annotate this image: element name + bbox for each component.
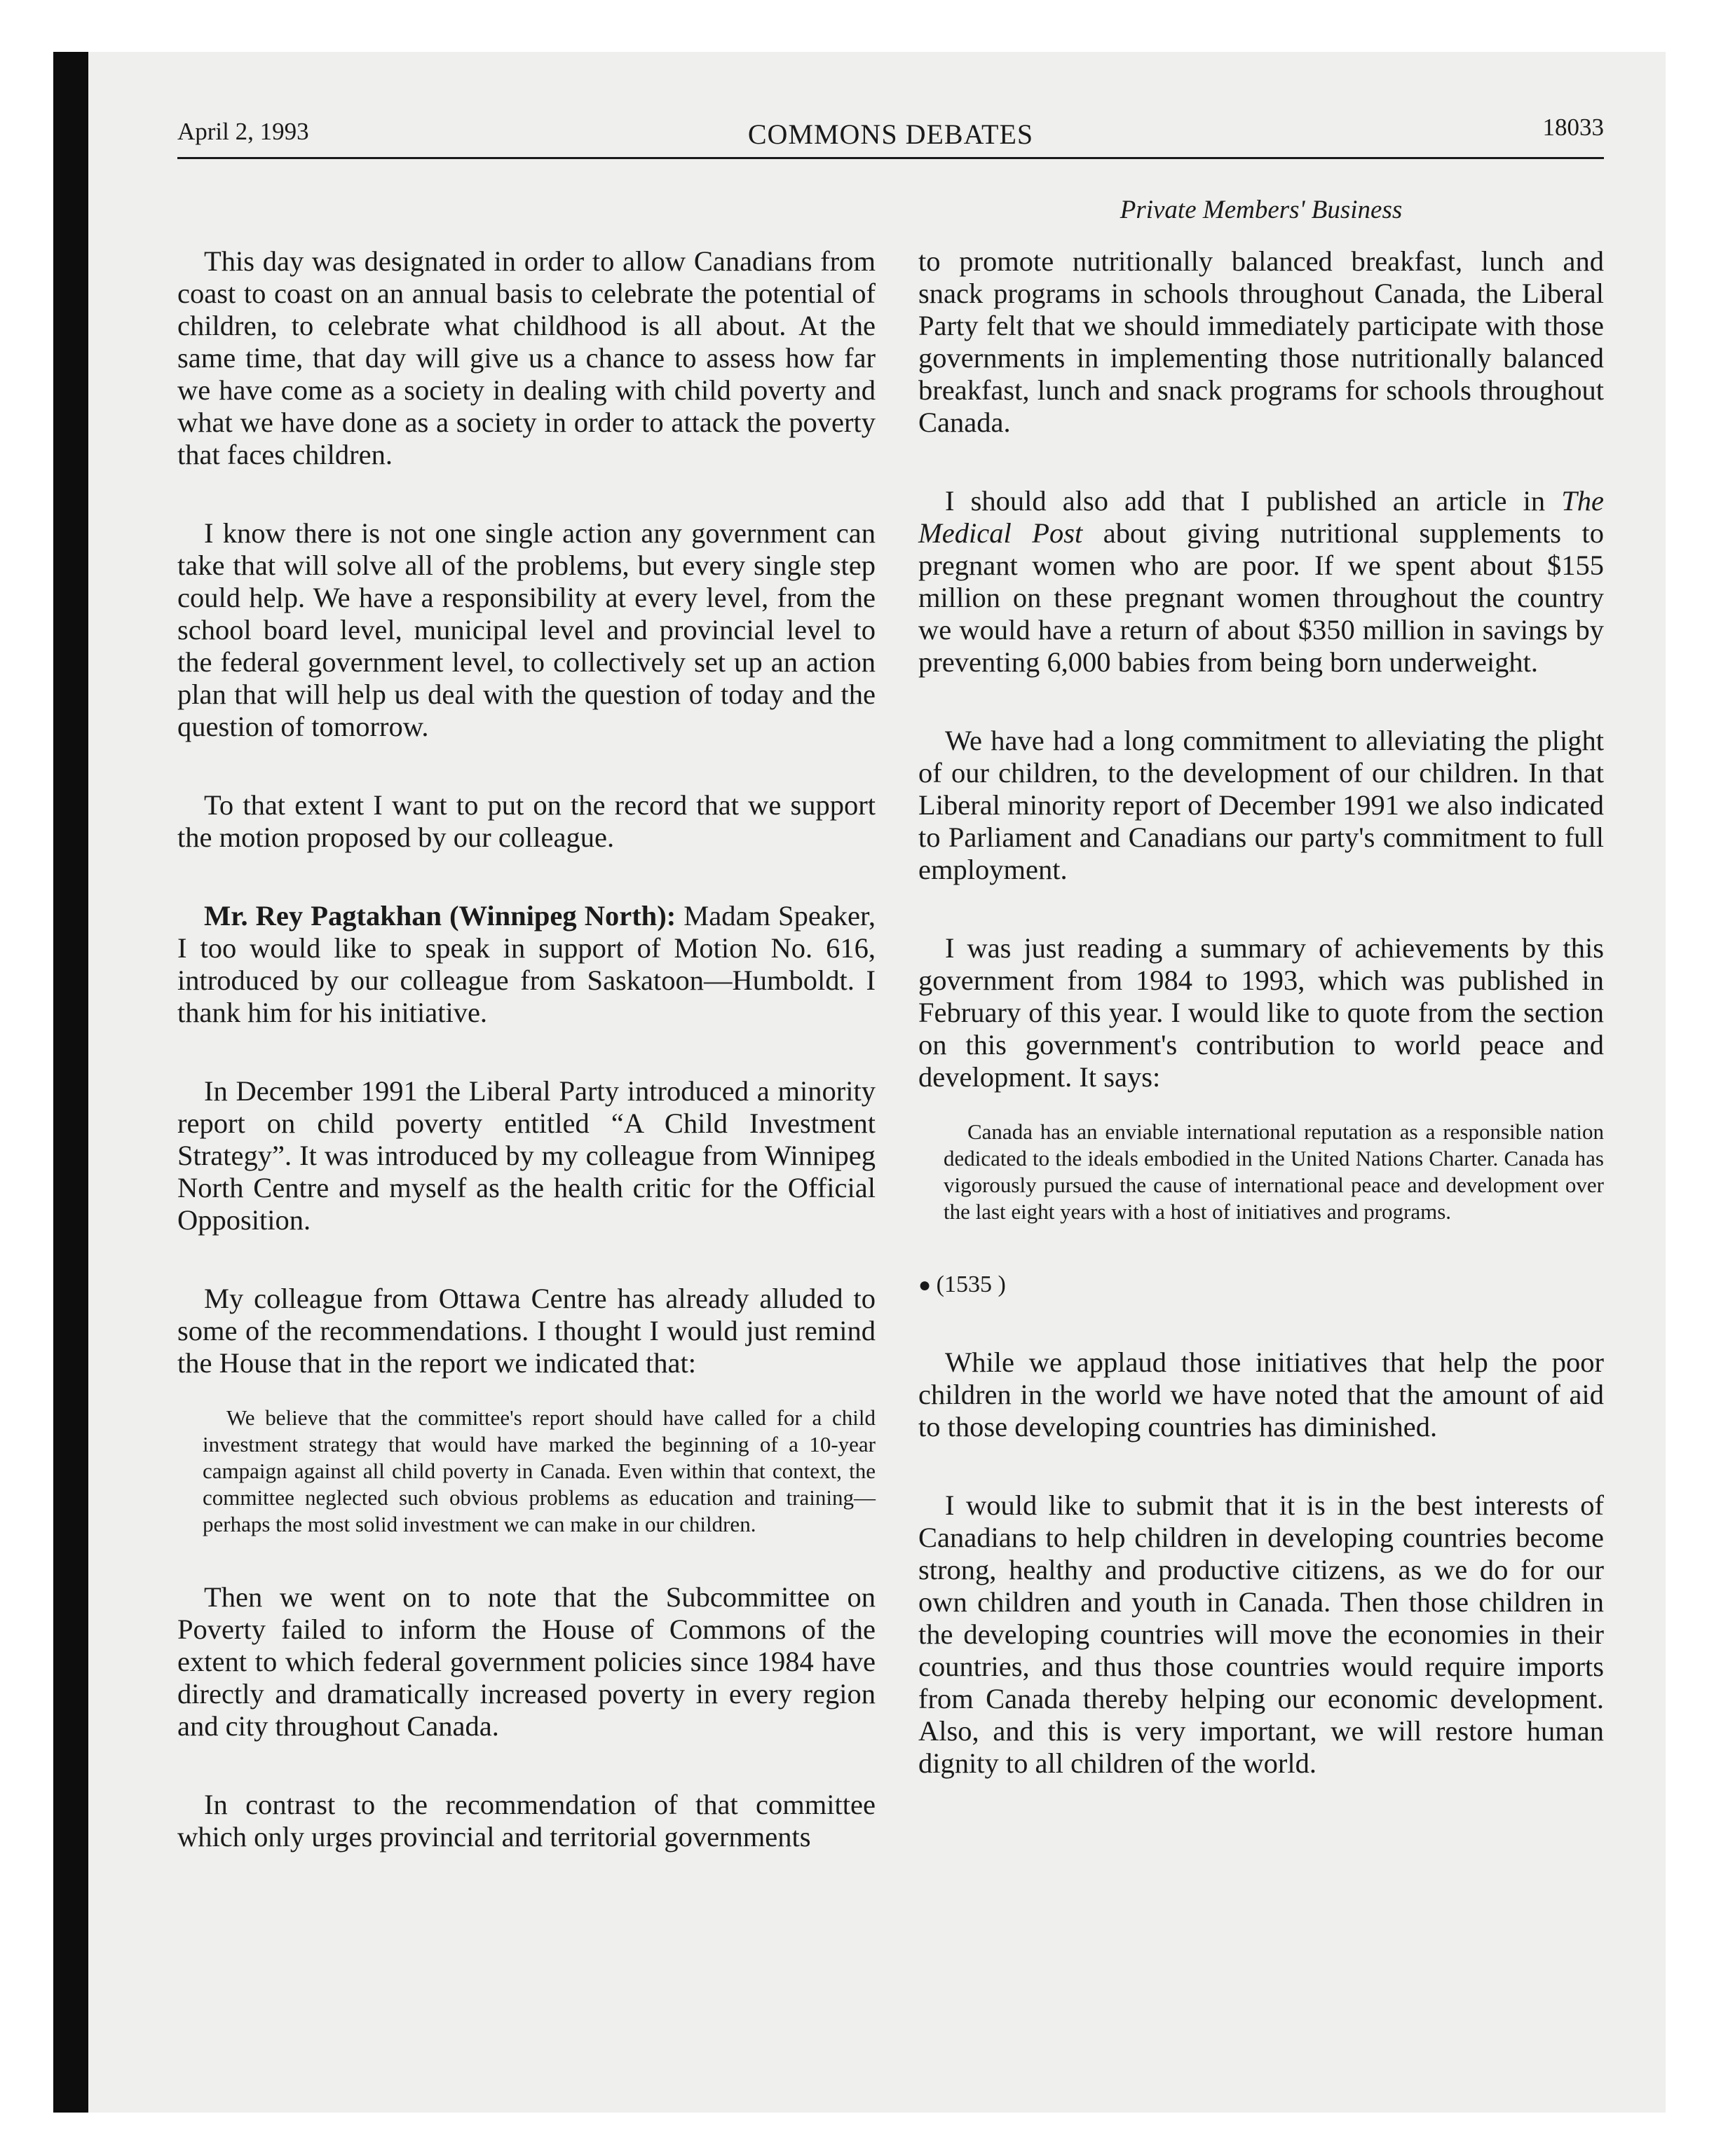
paragraph: to promote nutritionally balanced breakfast, lunch and snack programs in schools throughout Canada, the Liberal Party felt that we should immediately participate with those governments in implementing those nutritionally balanced breakfast, lunch and snack programs for schools throughout Canada. [918, 245, 1604, 438]
paragraph: To that extent I want to put on the record that we support the motion proposed by our colleague. [177, 789, 876, 853]
publication-title: The Medical Post [918, 485, 1604, 549]
header-date: April 2, 1993 [177, 118, 309, 145]
page-header [177, 114, 1604, 157]
bullet-icon: ● [918, 1274, 937, 1297]
paragraph: I was just reading a summary of achievements by this government from 1984 to 1993, which was published in February of this year. I would like to quote from the section on this government's contribution to world peace and development. It says: [918, 932, 1604, 1093]
paragraph [177, 900, 876, 1029]
paragraph: In contrast to the recommendation of that committee which only urges provincial and territorial governments [177, 1789, 876, 1853]
paragraph: My colleague from Ottawa Centre has already alluded to some of the recommendations. I thought I would just remind the House that in the report we indicated that: [177, 1283, 876, 1379]
paragraph: I should also add that I published an article in The Medical Post about giving nutritional supplements to pregnant women who are poor. If we spent about $155 million on these pregnant women throughout the country we would have a return of about $350 million in savings by preventing 6,000 babies from being born underweight. [918, 485, 1604, 678]
right-column [918, 245, 1604, 1826]
speech-text: Madam Speaker, I too would like to speak in support of Motion No. 616, introduced by our colleague from Saskatoon—Humboldt. I thank him for his initiative. [177, 900, 876, 1028]
paragraph: Then we went on to note that the Subcommittee on Poverty failed to inform the House of Commons of the extent to which federal government policies since 1984 have directly and dramatically increased poverty in every region and city throughout Canada. [177, 1581, 876, 1742]
paragraph: I know there is not one single action any government can take that will solve all of the problems, but every single step could help. We have a responsibility at every level, from the school board level, municipal level and provincial level to the federal government level, to collectively set up an action plan that will help us deal with the question of today and the question of tomorrow. [177, 517, 876, 742]
paragraph: In December 1991 the Liberal Party introduced a minority report on child poverty entitled “A Child Investment Strategy”. It was introduced by my colleague from Winnipeg North Centre and myself as the health critic for the Official Opposition. [177, 1075, 876, 1236]
block-quote: Canada has an enviable international reputation as a responsible nation dedicated to the ideals embodied in the United Nations Charter. Canada has vigorously pursued the cause of international peace and development over the last eight years with a host of initiatives and programs. [944, 1119, 1604, 1224]
page-number: 18033 [1542, 114, 1604, 141]
paragraph: We have had a long commitment to alleviating the plight of our children, to the development of our children. In that Liberal minority report of December 1991 we also indicated to Parliament and Canadians our party's commitment to full employment. [918, 725, 1604, 885]
paragraph: This day was designated in order to allow Canadians from coast to coast on an annual basis to celebrate the potential of children, to celebrate what childhood is all about. At the same time, that day will give us a chance to assess how far we have come as a society in dealing with child poverty and what we have done as a society in order to attack the poverty that faces children. [177, 245, 876, 470]
binding-edge [53, 52, 88, 2113]
header-rule [177, 157, 1604, 159]
paragraph: I would like to submit that it is in the best interests of Canadians to help children in developing countries become strong, healthy and productive citizens, as we do for our own children and youth in Canada. Then those children in the developing countries will move the economies in their countries, and thus those countries would require imports from Canada thereby helping our economic development. Also, and this is very important, we will restore human dignity to all children of the world. [918, 1489, 1604, 1779]
speaker-name: Mr. Rey Pagtakhan (Winnipeg North): [204, 900, 676, 932]
header-title: COMMONS DEBATES [747, 118, 1034, 150]
block-quote: We believe that the committee's report should have called for a child investment strategy that would have marked the beginning of a 10-year campaign against all child poverty in Canada. Even within that context, the committee neglected such obvious problems as education and training—perhaps the most solid investment we can make in our children. [203, 1405, 876, 1536]
left-column [177, 245, 876, 1899]
time-marker: ● (1535 ) [918, 1271, 1006, 1297]
section-heading: Private Members' Business [1120, 196, 1403, 224]
paragraph: While we applaud those initiatives that help the poor children in the world we have noted that the amount of aid to those developing countries has diminished. [918, 1346, 1604, 1442]
